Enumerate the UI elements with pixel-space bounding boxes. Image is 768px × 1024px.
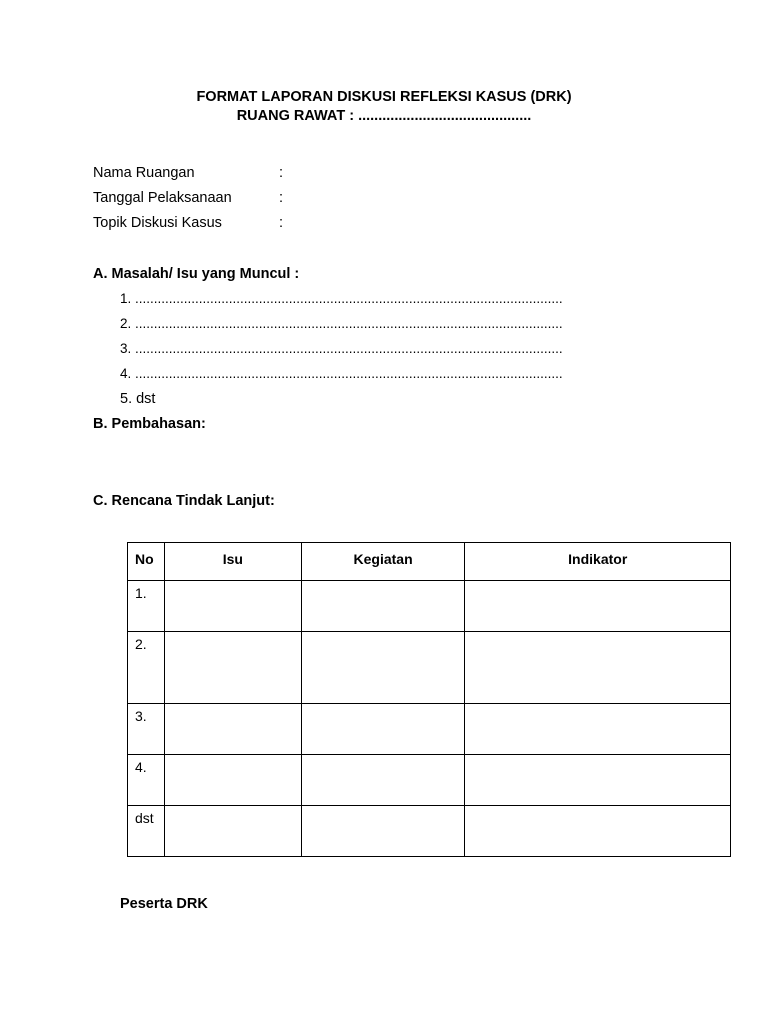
- cell-indicator[interactable]: [465, 755, 731, 806]
- field-colon-room: :: [279, 165, 284, 181]
- cell-issue[interactable]: [164, 806, 301, 857]
- row-number: dst: [128, 806, 165, 857]
- table-row: [128, 632, 731, 704]
- header-no: No: [128, 543, 165, 581]
- header-activity: Kegiatan: [301, 543, 465, 581]
- cell-activity[interactable]: [301, 632, 465, 704]
- section-c-heading: C. Rencana Tindak Lanjut:: [93, 493, 275, 509]
- cell-activity[interactable]: [301, 581, 465, 632]
- cell-indicator[interactable]: [465, 806, 731, 857]
- cell-issue[interactable]: [164, 704, 301, 755]
- table-header-row: [128, 543, 731, 581]
- ward-title: RUANG RAWAT : ...........................................: [236, 108, 532, 124]
- table-row: [128, 806, 731, 857]
- table-row: [128, 581, 731, 632]
- row-number: 1.: [128, 581, 165, 632]
- field-label-topic: Topik Diskusi Kasus: [93, 215, 222, 231]
- field-colon-topic: :: [279, 215, 284, 231]
- cell-indicator[interactable]: [465, 632, 731, 704]
- cell-issue[interactable]: [164, 755, 301, 806]
- table-row: [128, 755, 731, 806]
- issue-item-5: 5. dst: [120, 391, 156, 407]
- row-number: 3.: [128, 704, 165, 755]
- field-colon-date: :: [279, 190, 284, 206]
- cell-indicator[interactable]: [465, 704, 731, 755]
- issue-item-2: 2. ..................................................................................................................: [120, 316, 563, 331]
- header-indicator: Indikator: [465, 543, 731, 581]
- issue-item-4: 4. ..................................................................................................................: [120, 366, 563, 381]
- header-issue: Isu: [164, 543, 301, 581]
- cell-indicator[interactable]: [465, 581, 731, 632]
- issue-item-1: 1. ..................................................................................................................: [120, 291, 563, 306]
- row-number: 4.: [128, 755, 165, 806]
- table-row: [128, 704, 731, 755]
- field-label-date: Tanggal Pelaksanaan: [93, 190, 232, 206]
- participants-label: Peserta DRK: [120, 896, 208, 912]
- row-number: 2.: [128, 632, 165, 704]
- issue-item-3: 3. ..................................................................................................................: [120, 341, 563, 356]
- section-a-heading: A. Masalah/ Isu yang Muncul :: [93, 266, 300, 282]
- action-plan-table: [127, 542, 731, 857]
- field-label-room: Nama Ruangan: [93, 165, 195, 181]
- cell-issue[interactable]: [164, 632, 301, 704]
- cell-activity[interactable]: [301, 704, 465, 755]
- cell-issue[interactable]: [164, 581, 301, 632]
- section-b-heading: B. Pembahasan:: [93, 416, 206, 432]
- document-title: FORMAT LAPORAN DISKUSI REFLEKSI KASUS (DRK): [196, 89, 572, 105]
- cell-activity[interactable]: [301, 755, 465, 806]
- cell-activity[interactable]: [301, 806, 465, 857]
